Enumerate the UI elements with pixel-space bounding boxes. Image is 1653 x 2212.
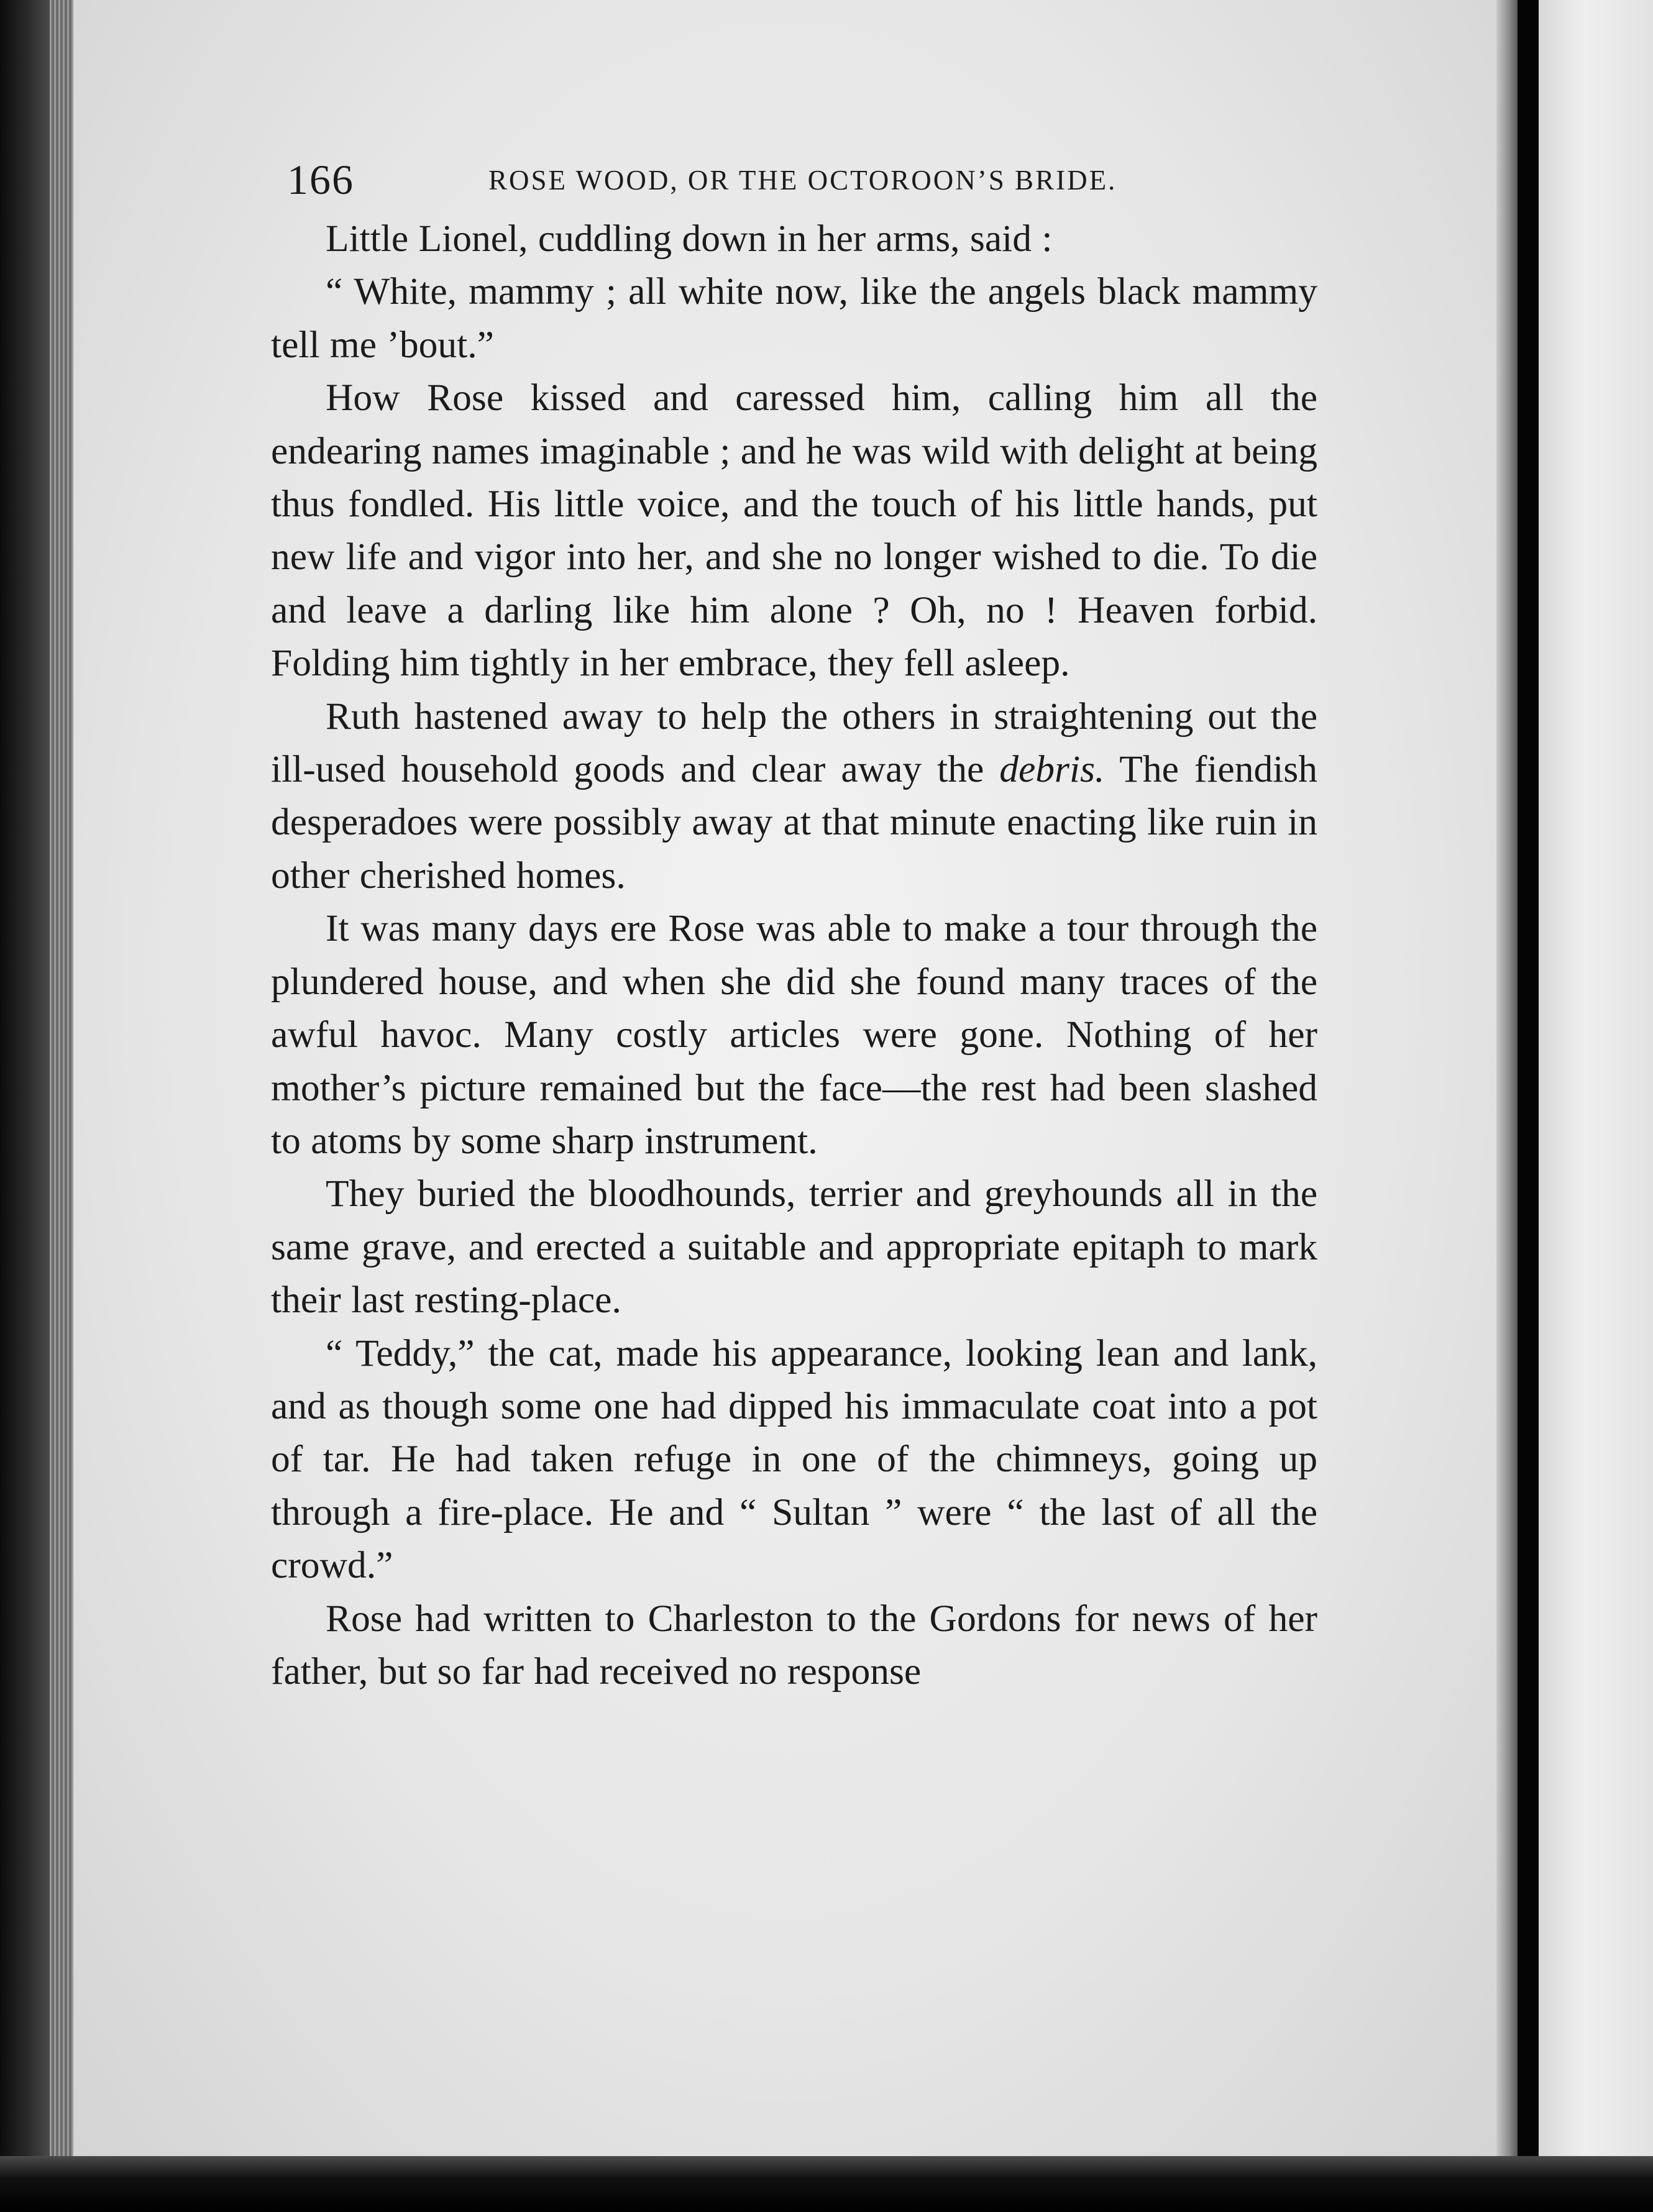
paragraph-7: “ Teddy,” the cat, made his appearance, looking lean and lank, and as though some one had dipped his immaculate coat into a pot of tar. He had taken refuge in one of the chimneys, going up through a fire-place. He and “ Sultan ” were “ the last of all the crowd.” <box>271 1332 1317 1587</box>
paragraph-4-end: The fiendish desperadoes were possibly away at that minute enacting like ruin in other cherished homes. <box>271 748 1317 897</box>
page-header <box>271 133 1317 208</box>
binding-edge <box>0 0 50 2212</box>
next-page-sliver <box>1539 0 1653 2156</box>
paragraph-4-start: Ruth hastened away to help the others in straightening out the ill-used household goods and clear away the <box>271 695 1317 791</box>
running-title: ROSE WOOD, OR THE OCTOROON’S BRIDE. <box>488 165 1117 196</box>
gutter-bar <box>1518 0 1539 2156</box>
page-stack-edge <box>50 0 75 2212</box>
body-text <box>271 213 1317 1698</box>
italic-word: debris. <box>999 748 1105 791</box>
paragraph-4 <box>271 690 1317 903</box>
page-number: 166 <box>287 156 354 203</box>
paragraph-3: How Rose kissed and caressed him, calling him all the endearing names imaginable ; and he was wild with delight at being thus fondled. His little voice, and the touch of his little hands, put new life and vigor into her, and she no longer wished to die. To die and leave a darling like him alone ? Oh, no ! Heaven forbid. Folding him tightly in her embrace, they fell asleep. <box>271 377 1317 685</box>
paragraph-6: They buried the bloodhounds, terrier and greyhounds all in the same grave, and erected a suitable and appropriate epitaph to mark their last resting-place. <box>271 1172 1317 1322</box>
text-block <box>271 133 1317 1698</box>
bottom-edge <box>0 2156 1653 2212</box>
paragraph-1: Little Lionel, cuddling down in her arms, said : <box>326 217 1053 260</box>
paragraph-8: Rose had written to Charleston to the Gordons for news of her father, but so far had received no response <box>271 1597 1317 1693</box>
paragraph-2: “ White, mammy ; all white now, like the angels black mammy tell me ’bout.” <box>271 270 1317 366</box>
gutter-shadow <box>1496 0 1518 2156</box>
paragraph-5: It was many days ere Rose was able to make a tour through the plundered house, and when she did she found many traces of the awful havoc. Many costly articles were gone. Nothing of her mother’s picture remained but the face—the rest had been slashed to atoms by some sharp instrument. <box>271 907 1317 1162</box>
